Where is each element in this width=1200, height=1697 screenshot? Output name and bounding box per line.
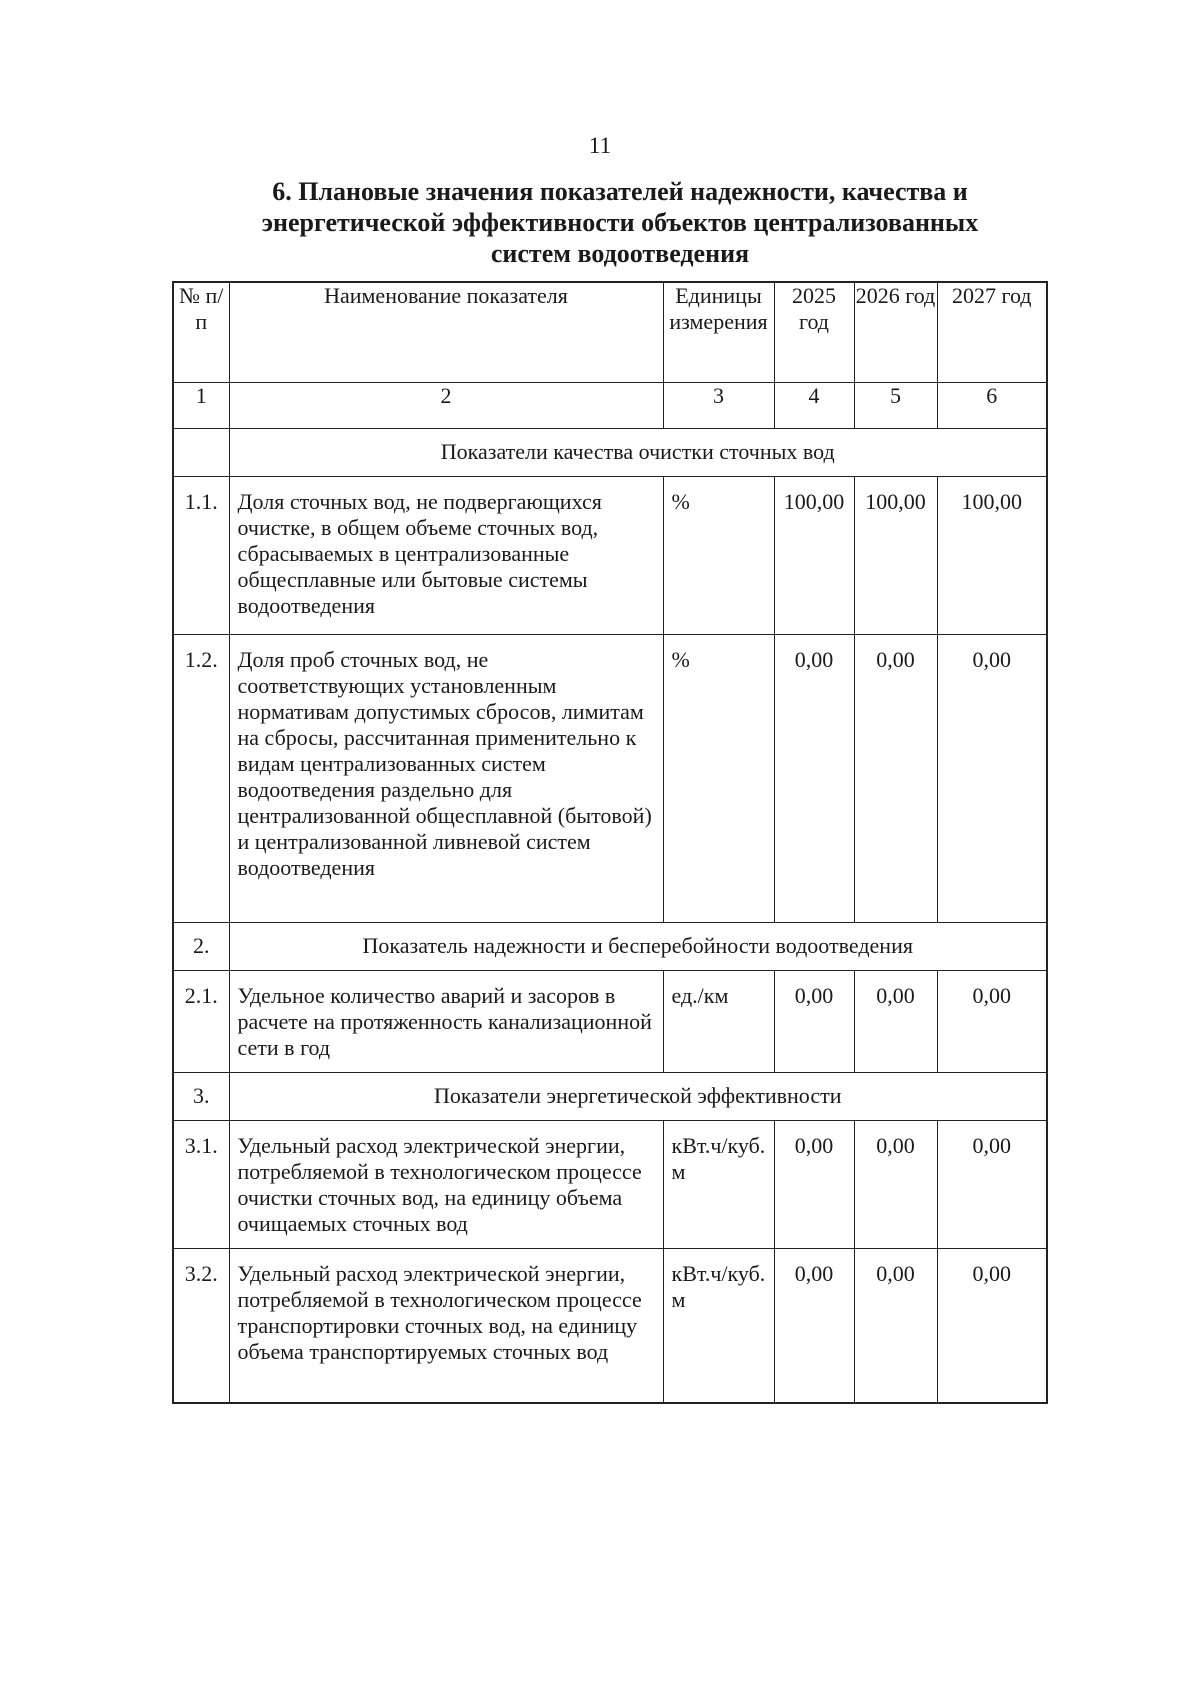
table-row (173, 634, 1047, 922)
header-unit: Единицы измерения (663, 282, 774, 382)
row-number: 1.2. (173, 634, 229, 922)
header-2025: 2025 год (774, 282, 854, 382)
column-number: 2 (229, 382, 663, 428)
header-num: № п/п (173, 282, 229, 382)
table-row (173, 1248, 1047, 1403)
section-number (173, 428, 229, 476)
value-2027: 0,00 (937, 1248, 1047, 1403)
document-title (240, 176, 1000, 269)
column-number-row (173, 382, 1047, 428)
indicator-unit: % (663, 476, 774, 634)
row-number: 1.1. (173, 476, 229, 634)
indicator-name: Доля сточных вод, не подвергающихся очистке, в общем объеме сточных вод, сбрасываемых в централизованные общесплавные или бытовые системы водоотведения (229, 476, 663, 634)
indicator-unit: ед./км (663, 970, 774, 1072)
value-2027: 0,00 (937, 970, 1047, 1072)
value-2027: 100,00 (937, 476, 1047, 634)
value-2026: 0,00 (854, 970, 937, 1072)
header-2027: 2027 год (937, 282, 1047, 382)
title-line: систем водоотведения (490, 239, 750, 268)
value-2026: 0,00 (854, 1120, 937, 1248)
indicator-unit: % (663, 634, 774, 922)
column-number: 3 (663, 382, 774, 428)
indicator-name: Доля проб сточных вод, не соответствующих установленным нормативам допустимых сбросов, лимитам на сбросы, рассчитанная применительно к видам централизованных систем водоотведения раздельно для централизованной общесплавной (бытовой) и централизованной ливневой систем водоотведения (229, 634, 663, 922)
section-number: 2. (173, 922, 229, 970)
table-header-row (173, 282, 1047, 382)
header-name: Наименование показателя (229, 282, 663, 382)
row-number: 3.2. (173, 1248, 229, 1403)
section-title: Показатель надежности и бесперебойности водоотведения (229, 922, 1047, 970)
indicator-unit: кВт.ч/куб. м (663, 1248, 774, 1403)
row-number: 3.1. (173, 1120, 229, 1248)
indicator-name: Удельный расход электрической энергии, потребляемой в технологическом процессе очистки сточных вод, на единицу объема очищаемых сточных вод (229, 1120, 663, 1248)
column-number: 4 (774, 382, 854, 428)
indicator-name: Удельное количество аварий и засоров в расчете на протяженность канализационной сети в год (229, 970, 663, 1072)
value-2025: 0,00 (774, 1120, 854, 1248)
column-number: 6 (937, 382, 1047, 428)
section-row (173, 428, 1047, 476)
section-row (173, 922, 1047, 970)
value-2026: 100,00 (854, 476, 937, 634)
section-title: Показатели энергетической эффективности (229, 1072, 1047, 1120)
indicator-unit: кВт.ч/куб. м (663, 1120, 774, 1248)
table-row (173, 476, 1047, 634)
indicators-table (172, 281, 1048, 1404)
column-number: 1 (173, 382, 229, 428)
row-number: 2.1. (173, 970, 229, 1072)
value-2025: 0,00 (774, 970, 854, 1072)
table-row (173, 1120, 1047, 1248)
section-title: Показатели качества очистки сточных вод (229, 428, 1047, 476)
title-line: 6. Плановые значения показателей надежности, качества и (272, 177, 968, 206)
title-line: энергетической эффективности объектов централизованных (261, 208, 979, 237)
column-number: 5 (854, 382, 937, 428)
page-number: 11 (588, 133, 612, 158)
value-2025: 0,00 (774, 634, 854, 922)
table-row (173, 970, 1047, 1072)
section-number: 3. (173, 1072, 229, 1120)
indicator-name: Удельный расход электрической энергии, потребляемой в технологическом процессе транспортировки сточных вод, на единицу объема транспортируемых сточных вод (229, 1248, 663, 1403)
section-row (173, 1072, 1047, 1120)
value-2026: 0,00 (854, 1248, 937, 1403)
header-2026: 2026 год (854, 282, 937, 382)
value-2025: 0,00 (774, 1248, 854, 1403)
value-2026: 0,00 (854, 634, 937, 922)
value-2027: 0,00 (937, 634, 1047, 922)
value-2027: 0,00 (937, 1120, 1047, 1248)
value-2025: 100,00 (774, 476, 854, 634)
